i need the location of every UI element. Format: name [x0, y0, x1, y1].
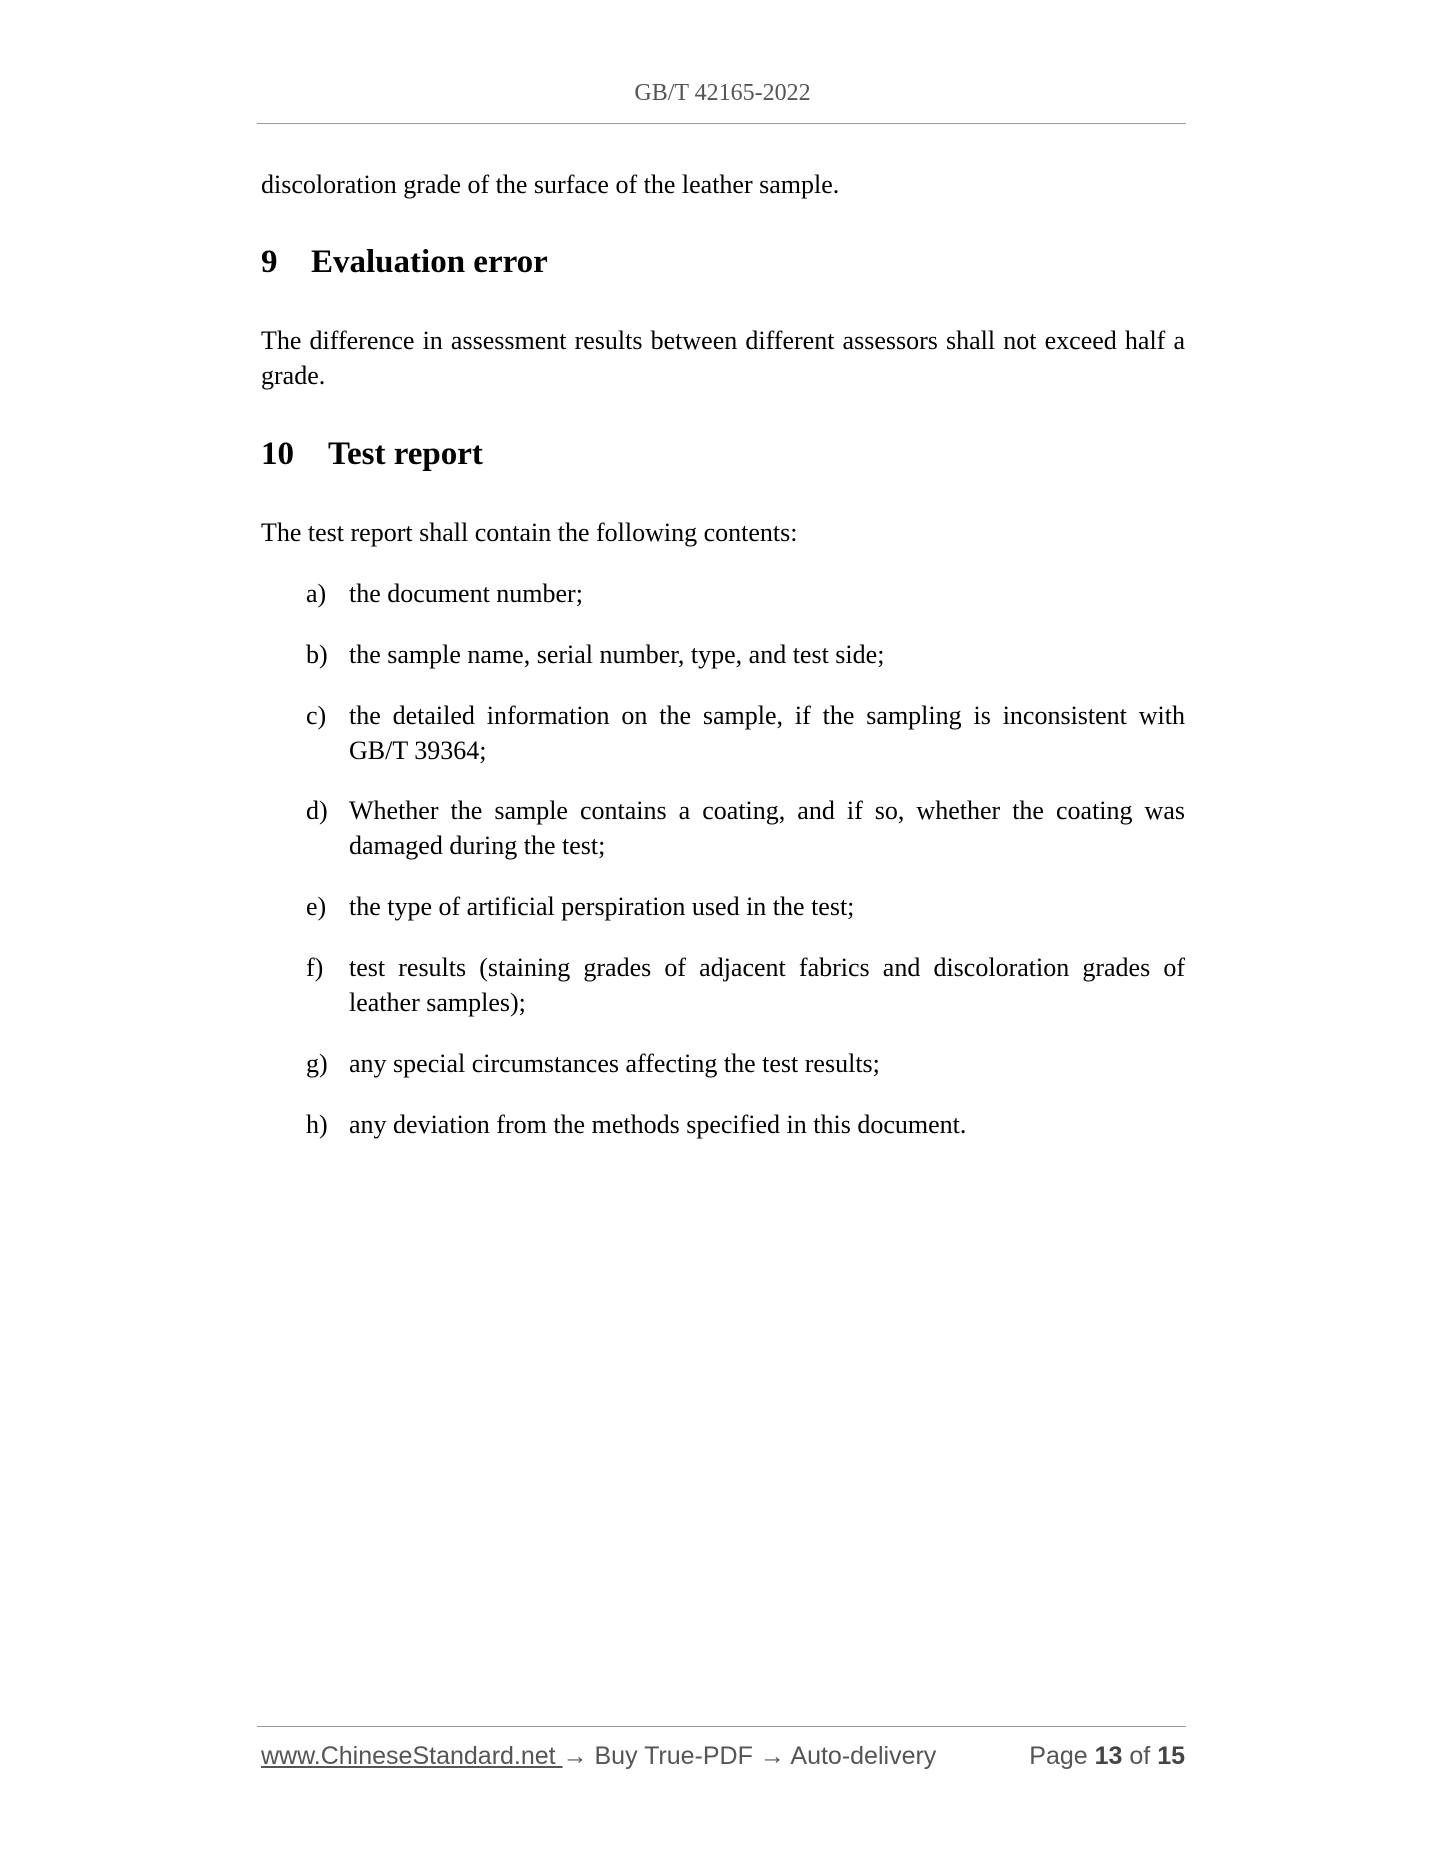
- section-10-heading: [261, 434, 483, 474]
- document-header-id: GB/T 42165-2022: [634, 80, 811, 106]
- arrow-right-icon: →: [562, 1742, 588, 1770]
- list-item: [306, 576, 1185, 611]
- section-9-heading: [261, 242, 548, 282]
- list-item: [306, 889, 1185, 924]
- section-10-paragraph: The test report shall contain the following contents:: [261, 518, 798, 547]
- list-item-text: the type of artificial perspiration used in the test;: [349, 892, 855, 921]
- list-item: [306, 1046, 1185, 1081]
- intro-paragraph: discoloration grade of the surface of the leather sample.: [261, 170, 840, 199]
- list-marker: a): [306, 579, 327, 608]
- list-item-text: the document number;: [349, 579, 583, 608]
- section-number: 9: [261, 244, 278, 280]
- list-marker: f): [306, 953, 324, 982]
- list-item: [306, 950, 1185, 1020]
- section-9-paragraph: The difference in assessment results between different assessors shall not exceed half a grade.: [261, 326, 1185, 390]
- page-total: 15: [1157, 1742, 1185, 1770]
- list-marker: e): [306, 892, 327, 921]
- section-title: Evaluation error: [311, 244, 548, 280]
- page-current: 13: [1094, 1742, 1123, 1770]
- list-marker: c): [306, 701, 327, 730]
- list-item-text: test results (staining grades of adjacent fabrics and discoloration grades of leather samples);: [349, 953, 1185, 1017]
- site-link[interactable]: www.ChineseStandard.net: [261, 1742, 563, 1770]
- footer-promo: [261, 1742, 936, 1771]
- list-marker: d): [306, 796, 328, 825]
- header-divider: [257, 123, 1186, 124]
- arrow-right-icon: →: [759, 1742, 785, 1770]
- section-number: 10: [261, 436, 294, 472]
- list-item-text: Whether the sample contains a coating, and if so, whether the coating was damaged during the test;: [349, 796, 1185, 860]
- list-item: [306, 793, 1185, 863]
- list-item-text: the sample name, serial number, type, and test side;: [349, 640, 885, 669]
- buy-text: Buy True-PDF: [587, 1742, 760, 1770]
- section-title: Test report: [328, 436, 483, 472]
- list-item: [306, 637, 1185, 672]
- page-label: Page: [1029, 1742, 1088, 1770]
- list-item-text: any deviation from the methods specified in this document.: [349, 1110, 967, 1139]
- list-marker: b): [306, 640, 328, 669]
- page-indicator: [1029, 1742, 1185, 1771]
- list-item-text: the detailed information on the sample, if the sampling is inconsistent with GB/T 39364;: [349, 701, 1185, 765]
- list-item-text: any special circumstances affecting the test results;: [349, 1049, 880, 1078]
- list-item: [306, 1107, 1185, 1142]
- footer-divider: [257, 1726, 1186, 1727]
- delivery-text: Auto-delivery: [784, 1742, 937, 1770]
- list-item: [306, 698, 1185, 768]
- list-marker: h): [306, 1110, 328, 1139]
- list-marker: g): [306, 1049, 328, 1078]
- page-of-label: of: [1129, 1742, 1151, 1770]
